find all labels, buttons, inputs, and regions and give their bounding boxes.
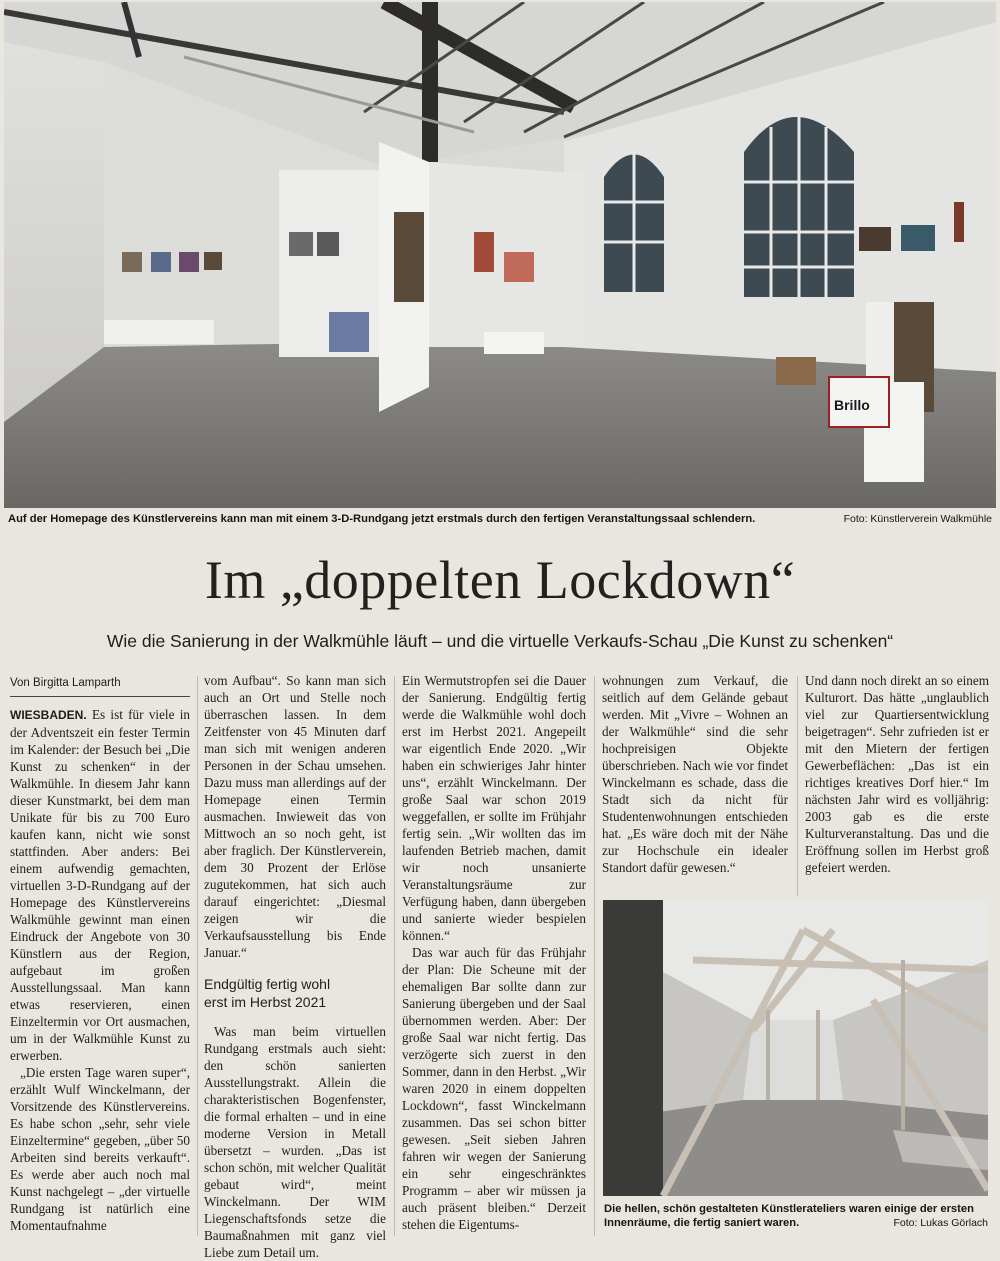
- bottom-photo-credit: Foto: Lukas Görlach: [893, 1217, 988, 1229]
- paragraph: [10, 706, 190, 1064]
- paragraph: „Die ersten Tage waren super“, erzählt Wulf Winckelmann, der Vorsitzende des Künstlervereins. Es habe schon „sehr, sehr viele Einzeltermine“ gegeben, „über 50 Arbeiten sind bereits verkauft“. Es werde aber auch noch mal Kunst nachgelegt – „der virtuelle Rundgang ist natürlich eine Momentaufnahme: [10, 1065, 190, 1233]
- article-column-5: [805, 672, 989, 876]
- column-rule: [594, 676, 595, 1236]
- article-column-4: [602, 672, 788, 876]
- paragraph: wohnungen zum Verkauf, die seitlich auf dem Gelände gebaut werden. Mit „Vivre – Wohnen an der Walkmühle“ sind die sehr hochpreisigen Objekte überschrieben. Nach wie vor findet Winckelmann es schade, dass die Stadt sich da nicht für Studentenwohnungen entschieden hat. „Es wäre doch mit der Nähe zur Hochschule ein idealer Standort dafür gewesen.“: [602, 673, 788, 875]
- top-photo-caption: [8, 512, 992, 526]
- top-caption-text: Auf der Homepage des Künstlervereins kann man mit einem 3-D-Rundgang jetzt erstmals durch den fertigen Veranstaltungssaal schlendern.: [8, 513, 756, 525]
- dateline: WIESBADEN.: [10, 708, 87, 722]
- column-rule: [197, 676, 198, 1236]
- article-column-3: [402, 672, 586, 1233]
- paragraph-text: Es ist für viele in der Adventszeit ein fester Termin im Kalender: der Besuch bei „Die Kunst zu schenken“ in der Walkmühle. In diesem Jahr kann dieser Kunstmarkt, bei dem man Unikate für bis zu 700 Euro kaufen kann, nicht wie sonst stattfinden. Aber anders: Bei einem aufwendig gemachten, virtuellen 3-D-Rundgang auf der Homepage des Künstlervereins Walkmühle gewinnt man einen Eindruck der Angebote von 30 Künstlern aus der Region, aufgebaut im großen Ausstellungssaal. Man kann etwas reservieren, einen Einzeltermin vor Ort ausmachen, um in der Walkmühle Kunst zu erwerben.: [10, 707, 190, 1063]
- top-photo-credit: Foto: Künstlerverein Walkmühle: [843, 513, 992, 525]
- brillo-box-label: Brillo: [834, 397, 870, 413]
- paragraph: Was man beim virtuellen Rundgang erstmals auch sieht: den schön sanierten Ausstellungstrakt. Allein die charakteristischen Bogenfenster, die formal erhalten – und in eine moderne Version in Metall übersetzt – wurden. „Das ist schon schön, mit welcher Qualität gebaut wird“, meint Winckelmann. Der WIM Liegenschaftsfonds setze die Baumaßnahmen mit ganz viel Liebe zum Detail um.: [204, 1024, 386, 1260]
- article-column-1: [10, 706, 190, 1234]
- headline: Im „doppelten Lockdown“: [204, 550, 796, 610]
- paragraph: Das war auch für das Frühjahr der Plan: Die Scheune mit der ehemaligen Bar sollte dann zur Sanierung übergeben und der Saal übernommen werden. Aber: Der große Saal war nicht fertig. Das verzögerte sich zuerst in den Sommer, dann in den Herbst. „Wir waren 2020 in einem doppelten Lockdown“, fasst Winckelmann zusammen. Das sei schon bitter gewesen. „Seit sieben Jahren fahren wir wegen der Sanierung ein sehr eingeschränktes Programm – aber wir müssen ja auch präsent bleiben.“ Derzeit stehen die Eigentums-: [402, 945, 586, 1232]
- section-subhead: Endgültig fertig wohl erst im Herbst 2021: [204, 976, 331, 1010]
- column-rule: [797, 676, 798, 896]
- byline: Von Birgitta Lamparth: [10, 676, 190, 697]
- column-rule: [394, 676, 395, 1236]
- atelier-photo: [603, 900, 988, 1196]
- atelier-photo-illustration: [603, 900, 988, 1196]
- paragraph: vom Aufbau“. So kann man sich auch an Ort und Stelle noch überraschen lassen. In dem Zeitfenster von 45 Minuten darf man sich mit wenigen anderen Personen in der Schau umsehen. Dazu muss man allerdings auf der Homepage einen Termin ausmachen. Inwieweit das von Mittwoch an so noch geht, ist aber fraglich. Der Künstlerverein, dem 30 Prozent der Erlöse zugutekommen, hat sich auch darauf eingerichtet: „Diesmal zeigen wir die Verkaufsausstellung bis Ende Januar.“: [204, 673, 386, 960]
- article-column-2: [204, 672, 386, 1261]
- gallery-photo: [4, 2, 996, 508]
- paragraph: Ein Wermutstropfen sei die Dauer der Sanierung. Endgültig fertig werde die Walkmühle wohl doch erst im Herbst 2021. Angepeilt war eigentlich Ende 2020. „Wir haben ein schwieriges Jahr hinter uns“, erzählt Winckelmann. Der große Saal war schon 2019 weggefallen, er sollte im Frühjahr fertig sein. „Wir wollten das im laufenden Betrieb machen, damit wir noch unsanierte Veranstaltungsräume zur Verfügung haben, dann übergeben und sanierte wieder bespielen können.“: [402, 673, 586, 943]
- subheadline: Wie die Sanierung in der Walkmühle läuft – und die virtuelle Verkaufs-Schau „Die Kunst zu schenken“: [106, 631, 894, 651]
- paragraph: Und dann noch direkt an so einem Kulturort. Das hätte „unglaublich viel zur Quartiersentwicklung beigetragen“. Sehr zufrieden ist er mit den Mietern der fertigen Gewerbeflächen: „Das ist ein richtiges kreatives Dorf hier.“ Im nächsten Jahr wird es volljährig: 2003 gab es die erste Kulturveranstaltung. Das und die Eröffnung sollen im Herbst groß gefeiert werden.: [805, 673, 989, 875]
- bottom-caption-text: Die hellen, schön gestalteten Künstlerateliers waren einige der ersten Innenräume, die fertig saniert waren.: [604, 1203, 974, 1229]
- gallery-photo-illustration: [4, 2, 996, 508]
- bottom-photo-caption: [604, 1202, 988, 1230]
